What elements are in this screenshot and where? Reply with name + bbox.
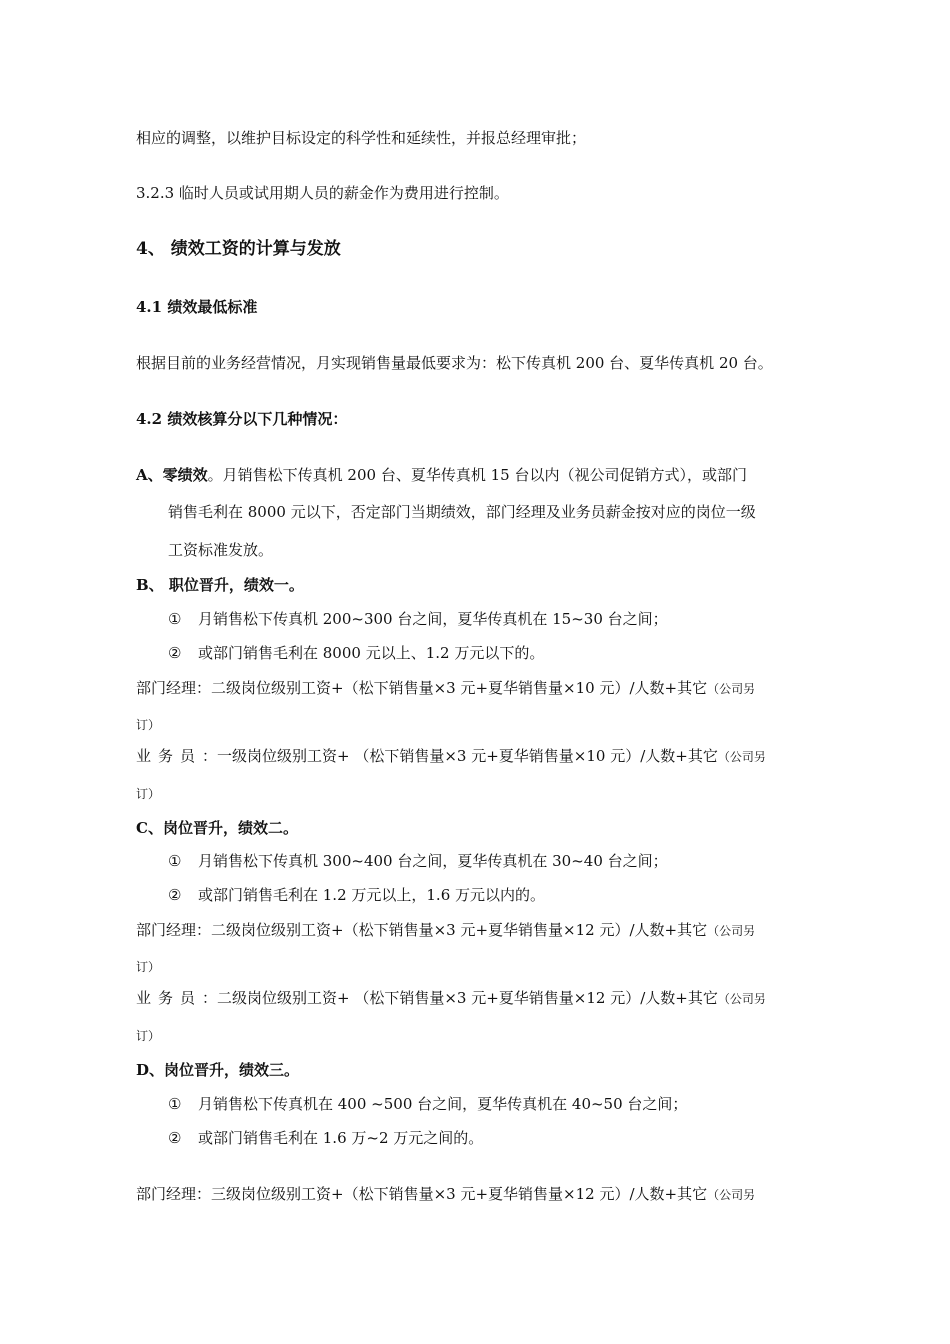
formula-text: ：二级岗位级别工资+ （松下销售量×3 元+夏华销售量×12 元）/人数+其它 <box>202 989 718 1007</box>
formula-note-end: 订） <box>136 718 161 732</box>
item-b-heading: B、 职位晋升，绩效一。 <box>136 576 304 594</box>
formula-text: ：一级岗位级别工资+ （松下销售量×3 元+夏华销售量×10 元）/人数+其它 <box>202 747 718 765</box>
item-d-manager-formula <box>136 1184 755 1205</box>
formula-note: （公司另 <box>717 992 766 1006</box>
item-c-point-1 <box>168 851 668 871</box>
item-b-point-2 <box>168 643 544 663</box>
formula-note: （公司另 <box>707 924 756 938</box>
item-b-manager-formula <box>136 678 755 699</box>
formula-note-end: 订） <box>136 1029 161 1043</box>
circled-number: ② <box>168 1129 182 1147</box>
circled-number: ② <box>168 886 182 904</box>
item-a-title: 零绩效 <box>162 466 208 484</box>
formula-note: （公司另 <box>707 682 756 696</box>
item-c-manager-formula <box>136 920 755 941</box>
circled-number: ① <box>168 852 182 870</box>
paragraph-line: 相应的调整，以维护目标设定的科学性和延续性，并报总经理审批； <box>136 129 587 147</box>
item-b-point-2-text: 或部门销售毛利在 8000 元以上、1.2 万元以下的。 <box>198 644 545 662</box>
item-a-line <box>136 465 747 485</box>
item-d-point-1-text: 月销售松下传真机在 400 ~500 台之间，夏华传真机在 40~50 台之间； <box>198 1095 688 1113</box>
item-b-staff-formula <box>136 746 766 767</box>
formula-note: （公司另 <box>707 1188 756 1202</box>
item-b-point-1-text: 月销售松下传真机 200~300 台之间，夏华传真机在 15~30 台之间； <box>198 610 668 628</box>
formula-text: 部门经理：二级岗位级别工资+（松下销售量×3 元+夏华销售量×12 元）/人数+其它 <box>136 921 708 939</box>
item-c-heading: C、岗位晋升，绩效二。 <box>136 819 298 837</box>
item-d-heading: D、岗位晋升，绩效三。 <box>136 1061 300 1079</box>
item-a-continuation: 工资标准发放。 <box>168 541 274 559</box>
circled-number: ① <box>168 610 182 628</box>
item-a-text: 。月销售松下传真机 200 台、夏华传真机 15 台以内（视公司促销方式），或部门 <box>207 466 747 484</box>
clause-3-2-3: 3.2.3 临时人员或试用期人员的薪金作为费用进行控制。 <box>136 184 509 202</box>
formula-note-end: 订） <box>136 787 161 801</box>
formula-text: 部门经理：三级岗位级别工资+（松下销售量×3 元+夏华销售量×12 元）/人数+其它 <box>136 1185 708 1203</box>
item-c-point-2-text: 或部门销售毛利在 1.2 万元以上，1.6 万元以内的。 <box>198 886 546 904</box>
section-heading-4: 4、 绩效工资的计算与发放 <box>136 239 341 259</box>
formula-note: （公司另 <box>717 750 766 764</box>
role-label: 业务员 <box>136 989 203 1007</box>
item-c-staff-formula <box>136 988 766 1009</box>
item-b-point-1 <box>168 609 668 629</box>
subsection-heading-4-1: 4.1 绩效最低标准 <box>136 298 258 316</box>
formula-note-end: 订） <box>136 960 161 974</box>
item-a-continuation: 销售毛利在 8000 元以下，否定部门当期绩效，部门经理及业务员薪金按对应的岗位一级 <box>168 503 756 521</box>
formula-text: 部门经理：二级岗位级别工资+（松下销售量×3 元+夏华销售量×10 元）/人数+其它 <box>136 679 708 697</box>
item-d-point-2 <box>168 1128 483 1148</box>
circled-number: ② <box>168 644 182 662</box>
circled-number: ① <box>168 1095 182 1113</box>
item-c-point-1-text: 月销售松下传真机 300~400 台之间，夏华传真机在 30~40 台之间； <box>198 852 668 870</box>
item-a-label: A、 <box>136 466 163 484</box>
item-d-point-1 <box>168 1094 687 1114</box>
item-d-point-2-text: 或部门销售毛利在 1.6 万~2 万元之间的。 <box>198 1129 484 1147</box>
role-label: 业务员 <box>136 747 203 765</box>
item-c-point-2 <box>168 885 545 905</box>
paragraph-minimum-standard: 根据目前的业务经营情况，月实现销售量最低要求为：松下传真机 200 台、夏华传真机 20 台。 <box>136 354 773 372</box>
subsection-heading-4-2: 4.2 绩效核算分以下几种情况： <box>136 410 348 428</box>
